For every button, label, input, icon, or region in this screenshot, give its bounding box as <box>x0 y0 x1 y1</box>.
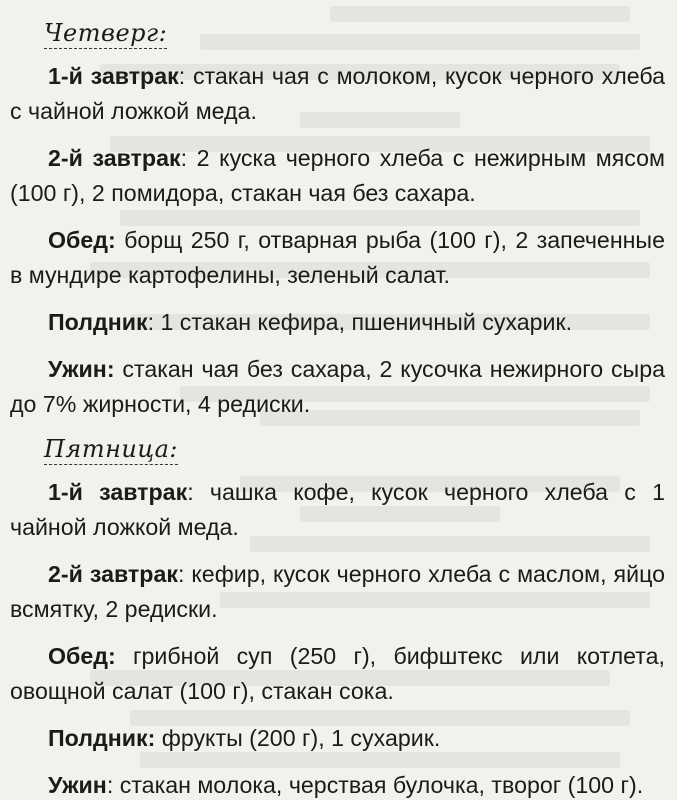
meal-dinner <box>10 352 665 422</box>
meal-breakfast-2 <box>10 557 665 627</box>
meal-dinner <box>10 768 665 800</box>
thursday-section <box>10 18 665 422</box>
meal-label: 1-й завтрак <box>48 63 179 89</box>
meal-breakfast-2 <box>10 141 665 211</box>
meal-text: стакан молока, черствая булочка, творог (100 г). <box>113 772 644 798</box>
friday-section <box>10 434 665 800</box>
meal-text: чашка кофе, кусок черного хлеба с 1 чайной ложкой меда. <box>10 479 665 540</box>
meal-text: стакан чая без сахара, 2 кусочка нежирного сыра до 7% жирности, 4 редиски. <box>10 356 665 417</box>
meal-separator: : <box>177 561 185 587</box>
meal-snack <box>10 305 665 340</box>
meal-label: Ужин <box>48 772 107 798</box>
day-heading: Четверг: <box>44 19 168 47</box>
day-heading: Пятница: <box>44 435 178 463</box>
meal-text: кефир, кусок черного хлеба с маслом, яйцо всмятку, 2 редиски. <box>10 561 665 622</box>
meal-text: 1 стакан кефира, пшеничный сухарик. <box>154 309 573 335</box>
meal-text: 2 куска черного хлеба с нежирным мясом (100 г), 2 помидора, стакан чая без сахара. <box>10 145 665 206</box>
meal-separator: : <box>178 63 186 89</box>
meal-separator: : <box>187 479 194 505</box>
meal-separator: : <box>180 145 188 171</box>
meal-breakfast-1 <box>10 59 665 129</box>
meal-label: 2-й завтрак <box>48 145 181 171</box>
meal-label: 1-й завтрак <box>48 479 188 505</box>
meal-text: грибной суп (250 г), бифштекс или котлета, овощной салат (100 г), стакан сока. <box>10 643 665 704</box>
meal-label: Ужин: <box>48 356 115 382</box>
meal-text: стакан чая с молоком, кусок черного хлеба с чайной ложкой меда. <box>10 63 666 124</box>
meal-lunch <box>10 639 665 709</box>
meal-text: фрукты (200 г), 1 сухарик. <box>155 725 441 751</box>
meal-label: Полдник <box>48 309 148 335</box>
meal-label: 2-й завтрак <box>48 561 178 587</box>
meal-separator: : <box>106 772 114 798</box>
meal-separator: : <box>147 309 155 335</box>
meal-lunch <box>10 223 665 293</box>
meal-label: Обед: <box>48 227 116 253</box>
meal-label: Полдник: <box>48 725 156 751</box>
meal-label: Обед: <box>48 643 116 669</box>
meal-breakfast-1 <box>10 475 665 545</box>
meal-text: борщ 250 г, отварная рыба (100 г), 2 запеченные в мундире картофелины, зеленый салат. <box>10 227 665 288</box>
meal-snack <box>10 721 665 756</box>
